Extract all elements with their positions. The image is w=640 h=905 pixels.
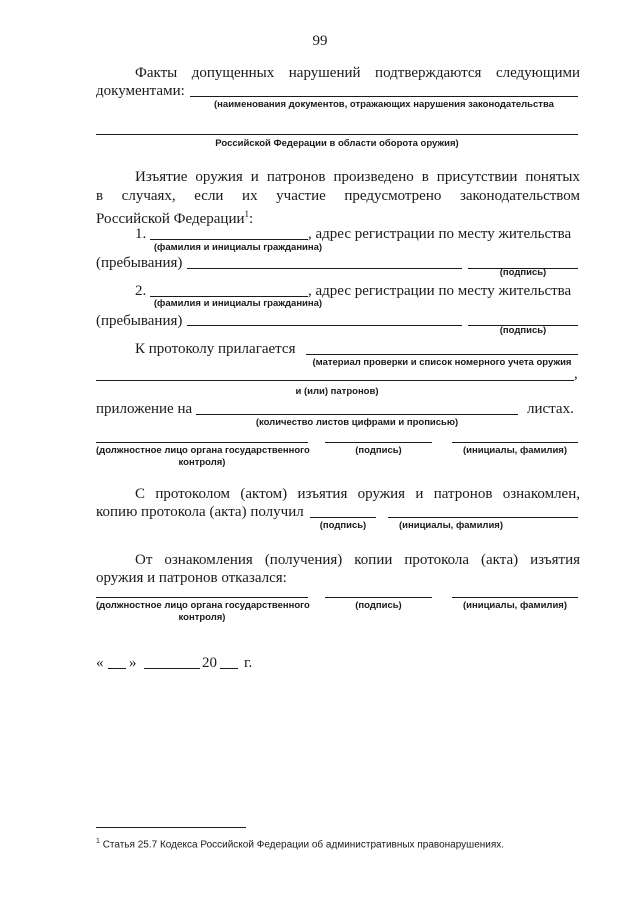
- facts-documents-field-2[interactable]: [96, 134, 578, 135]
- official-1-field[interactable]: [96, 442, 308, 443]
- date-year-prefix: 20: [202, 655, 217, 671]
- official-1-signature-field[interactable]: [325, 442, 432, 443]
- acquaintance-signature-field[interactable]: [310, 517, 376, 518]
- seizure-line-3-text: Российской Федерации: [96, 211, 245, 227]
- witness-1-name-field[interactable]: [150, 239, 308, 240]
- witness-2-name-field[interactable]: [150, 296, 308, 297]
- acquaintance-line-2: копию протокола (акта) получил: [96, 504, 304, 520]
- date-open-quote: «: [96, 655, 104, 671]
- facts-caption-1: (наименования документов, отражающих нарушения законодательства: [214, 99, 554, 110]
- refusal-line-2: оружия и патронов отказался:: [96, 570, 287, 586]
- witness-1-address-label: , адрес регистрации по месту жительства: [308, 226, 572, 242]
- witness-1-stay-label: (пребывания): [96, 255, 183, 271]
- witness-2-name-caption: (фамилия и инициалы гражданина): [153, 298, 323, 309]
- witness-2-address-label: , адрес регистрации по месту жительства: [308, 283, 572, 299]
- official-1-caption-line-2: контроля): [178, 457, 226, 468]
- official-2-name-field[interactable]: [452, 597, 578, 598]
- date-year-suffix: г.: [244, 655, 253, 671]
- appendix-sheets-caption: (количество листов цифрами и прописью): [255, 417, 459, 428]
- official-2-signature-field[interactable]: [325, 597, 432, 598]
- attachments-field[interactable]: [306, 354, 578, 355]
- witness-1-name-caption: (фамилия и инициалы гражданина): [153, 242, 323, 253]
- witness-1-address-field[interactable]: [187, 268, 462, 269]
- date-close-quote: »: [129, 655, 137, 671]
- official-2-signature-caption: (подпись): [355, 600, 402, 611]
- facts-caption-2: Российской Федерации в области оборота оружия): [215, 138, 459, 149]
- official-1-name-caption: (инициалы, фамилия): [462, 445, 568, 456]
- official-1-signature-caption: (подпись): [355, 445, 402, 456]
- footnote-text: Статья 25.7 Кодекса Российской Федерации об административных правонарушениях.: [102, 839, 505, 851]
- attachments-label: К протоколу прилагается: [135, 341, 296, 357]
- footnote-mark: 1: [96, 838, 100, 845]
- date-day-field[interactable]: [108, 668, 126, 669]
- date-year-field[interactable]: [220, 668, 238, 669]
- attachments-comma: ,: [574, 366, 578, 382]
- attachments-caption-2: и (или) патронов): [295, 386, 379, 397]
- attachments-caption-1: (материал проверки и список номерного учета оружия: [312, 357, 572, 368]
- acquaintance-name-field[interactable]: [388, 517, 578, 518]
- official-2-caption-line-2: контроля): [178, 612, 226, 623]
- date-month-field[interactable]: [144, 668, 200, 669]
- seizure-line-3-colon: :: [249, 211, 254, 227]
- acquaintance-signature-caption: (подпись): [319, 520, 367, 531]
- facts-documents-field[interactable]: [190, 96, 578, 97]
- official-2-name-caption: (инициалы, фамилия): [462, 600, 568, 611]
- witness-2-stay-label: (пребывания): [96, 313, 183, 329]
- page-number: 99: [312, 33, 328, 49]
- refusal-line-1: От ознакомления (получения) копии протокола (акта) изъятия: [135, 552, 580, 568]
- acquaintance-name-caption: (инициалы, фамилия): [398, 520, 504, 531]
- witness-1-signature-caption: (подпись): [499, 267, 547, 278]
- facts-line-1: Факты допущенных нарушений подтверждаются следующими: [135, 65, 580, 81]
- facts-documents-label: документами:: [96, 83, 185, 99]
- official-1-name-field[interactable]: [452, 442, 578, 443]
- seizure-line-1: Изъятие оружия и патронов произведено в присутствии понятых: [135, 169, 580, 185]
- official-2-field[interactable]: [96, 597, 308, 598]
- seizure-line-3: [96, 205, 253, 228]
- acquaintance-line-1: С протоколом (актом) изъятия оружия и патронов ознакомлен,: [135, 486, 580, 502]
- attachments-field-2[interactable]: [96, 380, 574, 381]
- witness-2-signature-caption: (подпись): [499, 325, 547, 336]
- witness-2-address-field[interactable]: [187, 325, 462, 326]
- appendix-sheets-end: листах.: [527, 401, 574, 417]
- footnote-reference: 1: [244, 209, 250, 219]
- appendix-label: приложение на: [96, 401, 193, 417]
- witness-1-number: 1.: [135, 226, 147, 242]
- footnote: [96, 836, 504, 850]
- official-2-caption-line-1: (должностное лицо органа государственного: [96, 600, 310, 611]
- appendix-sheets-field[interactable]: [196, 414, 518, 415]
- witness-2-number: 2.: [135, 283, 147, 299]
- seizure-line-2: в случаях, если их участие предусмотрено законодательством: [96, 188, 580, 204]
- footnote-separator: [96, 827, 246, 828]
- official-1-caption-line-1: (должностное лицо органа государственного: [96, 445, 310, 456]
